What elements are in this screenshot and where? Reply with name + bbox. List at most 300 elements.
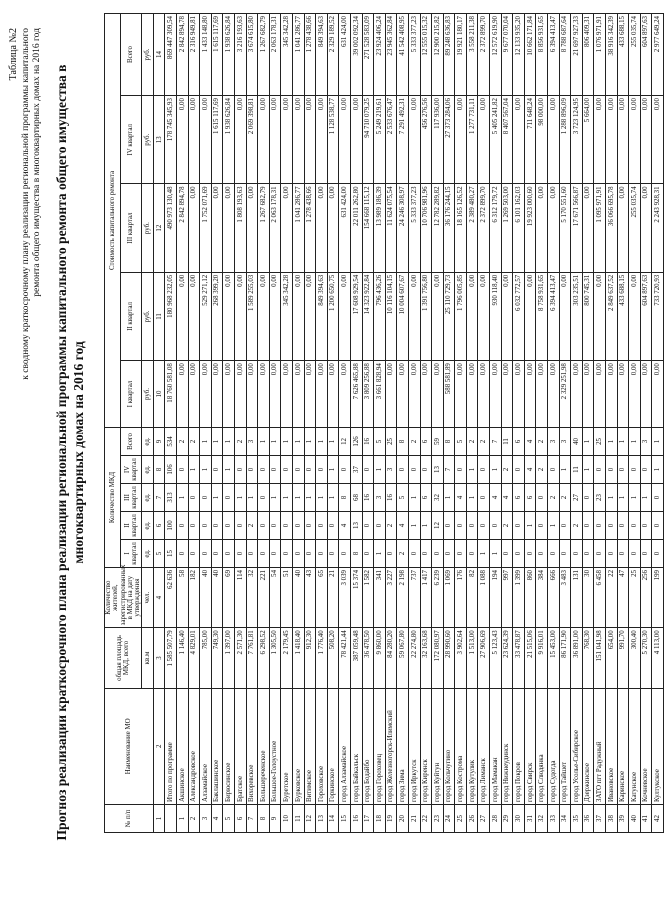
table-cell: 17 608 929,54 — [350, 272, 362, 360]
table-cell: 0 — [235, 455, 247, 483]
table-cell: 36 891,00 — [571, 628, 583, 688]
table-cell: 2 063 178,31 — [269, 184, 281, 272]
table-cell: 1 278 438,66 — [304, 184, 316, 272]
table-cell: 4 — [211, 805, 223, 833]
table-cell: 2 — [501, 455, 513, 483]
table-cell: 1 399 — [513, 567, 525, 627]
column-number: 11 — [153, 272, 165, 360]
table-cell: 151 041,98 — [594, 628, 606, 688]
table-cell: 490 973 130,48 — [165, 184, 177, 272]
table-cell: 22 011 262,80 — [350, 184, 362, 272]
table-cell: 6 — [513, 483, 525, 511]
table-cell: 0,00 — [582, 184, 594, 272]
table-row — [640, 14, 652, 833]
table-cell: 912,30 — [304, 628, 316, 688]
table-cell: 0,00 — [246, 361, 258, 428]
table-cell: 0,00 — [316, 96, 328, 184]
table-cell: 0 — [211, 539, 223, 567]
table-cell: Катунское — [629, 688, 641, 804]
table-cell: 3 227 — [385, 567, 397, 627]
table-cell: город Алзамайское — [339, 688, 351, 804]
table-cell: 0,00 — [501, 272, 513, 360]
table-cell: 6 394 413,47 — [548, 14, 560, 96]
table-cell: 0,00 — [629, 272, 641, 360]
table-cell: 2 — [235, 427, 247, 455]
table-cell: 8 — [339, 483, 351, 511]
table-cell: 256 — [640, 567, 652, 627]
table-row — [362, 14, 374, 833]
table-cell: 37 — [350, 455, 362, 483]
table-cell: 1 582 — [362, 567, 374, 627]
table-cell: 433 688,15 — [617, 272, 629, 360]
table-cell: 0 — [281, 539, 293, 567]
table-cell: 94 710 079,25 — [362, 96, 374, 184]
table-cell: 0 — [188, 511, 200, 539]
table-cell: 5 249 219,61 — [374, 96, 386, 184]
table-cell: 0,00 — [548, 96, 560, 184]
table-cell: 0 — [466, 539, 478, 567]
table-cell: 5 — [374, 427, 386, 455]
table-cell: 0 — [339, 539, 351, 567]
table-row — [350, 14, 362, 833]
table-cell: 0 — [339, 455, 351, 483]
table-cell: 1 433 148,80 — [200, 14, 212, 96]
table-cell: 0,00 — [304, 96, 316, 184]
table-cell: 1 — [559, 455, 571, 483]
table-cell: 32 — [536, 805, 548, 833]
table-cell: 0,00 — [548, 361, 560, 428]
table-cell: 3 — [559, 427, 571, 455]
table-cell: 0,00 — [432, 361, 444, 428]
table-cell: 5 — [397, 483, 409, 511]
table-row — [316, 14, 328, 833]
table-cell: 0,00 — [292, 96, 304, 184]
table-row — [281, 14, 293, 833]
table-cell: 711 648,24 — [524, 96, 536, 184]
table-cell: 0 — [490, 511, 502, 539]
table-cell: 16 — [362, 427, 374, 455]
table-cell: 313 — [165, 483, 177, 511]
table-cell: 23 — [594, 483, 606, 511]
header-count-total: Всего — [120, 427, 141, 455]
table-cell: 16 — [350, 805, 362, 833]
table-cell: 0 — [582, 483, 594, 511]
table-cell: 1 417 — [420, 567, 432, 627]
table-cell: 15 374 — [350, 567, 362, 627]
table-cell: 180 968 232,05 — [165, 272, 177, 360]
table-cell: 1 752 071,69 — [200, 184, 212, 272]
table-cell: 631 424,00 — [339, 14, 351, 96]
table-cell: Братское — [235, 688, 247, 804]
table-cell: 9 — [269, 805, 281, 833]
table-cell: 0,00 — [188, 272, 200, 360]
table-cell: 3 — [200, 805, 212, 833]
total-row — [165, 14, 177, 833]
table-cell: 0,00 — [292, 361, 304, 428]
table-cell: 0,00 — [281, 96, 293, 184]
unit-pcs: ед. — [142, 511, 154, 539]
table-cell: 30 — [582, 567, 594, 627]
table-cell: 0,00 — [408, 272, 420, 360]
table-cell: 14 323 922,84 — [362, 272, 374, 360]
table-cell: 8 407 567,04 — [501, 96, 513, 184]
table-cell: 4 — [524, 427, 536, 455]
table-cell: 20 — [397, 805, 409, 833]
table-cell: 31 — [524, 805, 536, 833]
table-cell: 126 — [350, 427, 362, 455]
column-number: 6 — [153, 511, 165, 539]
table-cell: 0,00 — [478, 272, 490, 360]
table-cell: Ивановское — [606, 688, 618, 804]
table-cell: 268 399,20 — [211, 272, 223, 360]
table-cell: 40 — [200, 567, 212, 627]
table-cell: 7 — [443, 455, 455, 483]
table-cell: 0,00 — [223, 272, 235, 360]
table-cell: 0 — [594, 539, 606, 567]
table-cell: город Иркутск — [408, 688, 420, 804]
table-cell: 40 — [292, 567, 304, 627]
table-cell: 1 277 731,11 — [466, 96, 478, 184]
unit-pcs: ед. — [142, 539, 154, 567]
table-cell: Бирюсинское — [223, 688, 235, 804]
table-cell: 36 066 695,78 — [606, 184, 618, 272]
table-cell: 0,00 — [606, 361, 618, 428]
table-cell: 1 041 286,77 — [292, 14, 304, 96]
table-cell: 0,00 — [466, 361, 478, 428]
table-cell: 22 — [420, 805, 432, 833]
table-cell: 0 — [548, 539, 560, 567]
table-cell: 733 720,93 — [652, 272, 664, 360]
column-number: 3 — [153, 628, 165, 688]
table-row — [559, 14, 571, 833]
table-row — [466, 14, 478, 833]
table-cell: 0 — [397, 455, 409, 483]
table-cell: 2 243 928,31 — [652, 184, 664, 272]
table-cell: 0 — [246, 455, 258, 483]
table-cell: город Нижнеудинск — [501, 688, 513, 804]
header-count-q4: IV квартал — [120, 455, 141, 483]
table-row — [524, 14, 536, 833]
header-count-q2: II квартал — [120, 511, 141, 539]
table-cell: 14 — [327, 805, 339, 833]
table-cell: 0 — [200, 483, 212, 511]
table-cell: 1 — [408, 511, 420, 539]
table-cell: 1 088 — [478, 567, 490, 627]
table-cell: 0 — [652, 483, 664, 511]
table-cell: 0 — [304, 511, 316, 539]
table-cell: 0,00 — [188, 96, 200, 184]
table-cell: 0 — [629, 455, 641, 483]
table-cell: 0 — [513, 539, 525, 567]
table-cell: 7 — [490, 427, 502, 455]
table-cell: Гороховское — [316, 688, 328, 804]
table-cell: 1 076 971,91 — [594, 14, 606, 96]
table-cell: 0 — [617, 539, 629, 567]
table-cell: 2 — [246, 511, 258, 539]
table-cell: 0 — [362, 455, 374, 483]
table-cell: 18 — [374, 805, 386, 833]
table-cell: 0 — [246, 539, 258, 567]
table-cell: 0,00 — [281, 184, 293, 272]
table-cell: 1 — [524, 511, 536, 539]
table-cell: 29 — [501, 805, 513, 833]
table-row — [652, 14, 664, 833]
table-cell: 0 — [536, 483, 548, 511]
table-cell: 23 624,39 — [501, 628, 513, 688]
table-cell: город Кутулик — [466, 688, 478, 804]
table-cell: 12 — [432, 511, 444, 539]
table-cell: 0,00 — [536, 361, 548, 428]
table-row — [571, 14, 583, 833]
table-cell: 1 — [582, 427, 594, 455]
table-cell: 3 039 — [339, 567, 351, 627]
table-cell: 2 — [188, 805, 200, 833]
table-cell: 345 342,28 — [281, 14, 293, 96]
table-cell: 0 — [292, 539, 304, 567]
table-cell: 40 — [571, 427, 583, 455]
table-cell: 0 — [652, 539, 664, 567]
table-cell: 869 447 309,54 — [165, 14, 177, 96]
table-cell — [165, 805, 177, 833]
table-cell: 0,00 — [258, 272, 270, 360]
table-cell: 2 842 894,78 — [177, 184, 189, 272]
table-cell: 33 478,87 — [513, 628, 525, 688]
table-row — [374, 14, 386, 833]
table-cell: 86 171,90 — [559, 628, 571, 688]
table-cell: 1 — [582, 455, 594, 483]
table-cell: город Покров — [513, 688, 525, 804]
table-cell: 2 198 — [397, 567, 409, 627]
table-cell: 0,00 — [350, 96, 362, 184]
table-cell: 27 906,69 — [478, 628, 490, 688]
table-row — [339, 14, 351, 833]
table-cell: 0,00 — [258, 96, 270, 184]
table-cell: 69 — [223, 567, 235, 627]
column-number-row — [153, 14, 165, 833]
table-cell: 0,00 — [408, 96, 420, 184]
table-cell: 0 — [536, 511, 548, 539]
table-cell: 0,00 — [524, 272, 536, 360]
table-row — [513, 14, 525, 833]
table-cell: 4 — [501, 483, 513, 511]
table-cell: 0,00 — [269, 272, 281, 360]
table-cell: 4 — [339, 511, 351, 539]
table-cell: 0,00 — [200, 96, 212, 184]
table-cell: 0,00 — [339, 272, 351, 360]
table-cell: 21 — [327, 567, 339, 627]
table-cell: 1 — [211, 427, 223, 455]
table-cell: 768,30 — [582, 628, 594, 688]
table-cell: 6 239 — [432, 567, 444, 627]
table-cell: 26 — [466, 805, 478, 833]
table-cell: 0 — [478, 455, 490, 483]
table-cell: 15 — [339, 805, 351, 833]
header-name: Наименование МО — [105, 688, 154, 804]
table-cell: 1 615 117,69 — [211, 14, 223, 96]
table-cell: 2 571,30 — [235, 628, 247, 688]
table-cell: город Слюдянка — [536, 688, 548, 804]
table-cell: 0 — [606, 455, 618, 483]
table-cell: 1 269 503,00 — [501, 184, 513, 272]
table-cell: 1 — [640, 483, 652, 511]
table-cell: 0 — [385, 539, 397, 567]
table-cell: 9 677 070,04 — [501, 14, 513, 96]
table-cell: 23 924 406,24 — [374, 14, 386, 96]
table-cell: 785,00 — [200, 628, 212, 688]
table-cell: 0,00 — [223, 184, 235, 272]
table-cell: 991,70 — [617, 628, 629, 688]
table-cell: 42 — [652, 805, 664, 833]
table-cell: 40 — [211, 567, 223, 627]
table-cell: 12 — [339, 427, 351, 455]
table-cell: 6 — [420, 483, 432, 511]
table-cell: 384 — [536, 567, 548, 627]
table-cell: 22 — [606, 567, 618, 627]
table-cell: Акшинское — [177, 688, 189, 804]
table-cell: 0 — [316, 539, 328, 567]
column-number: 4 — [153, 567, 165, 627]
table-cell: 25 110 729,73 — [443, 272, 455, 360]
table-cell: 0 — [269, 455, 281, 483]
table-cell: 0,00 — [513, 96, 525, 184]
table-cell: 1 615 117,69 — [211, 96, 223, 184]
table-cell: 0 — [478, 483, 490, 511]
table-cell: 68 — [350, 483, 362, 511]
table-cell: 0,00 — [339, 96, 351, 184]
table-row — [629, 14, 641, 833]
table-row — [177, 14, 189, 833]
table-row — [292, 14, 304, 833]
column-number: 14 — [153, 14, 165, 96]
table-cell: 24 — [443, 805, 455, 833]
table-cell: 0,00 — [571, 361, 583, 428]
table-cell: 27 — [478, 805, 490, 833]
table-row — [420, 14, 432, 833]
table-cell: 3 — [385, 455, 397, 483]
table-cell: 8 788 687,64 — [559, 14, 571, 96]
table-cell: 3 558 211,38 — [466, 14, 478, 96]
table-cell: 89 248 636,83 — [443, 14, 455, 96]
table-row — [548, 14, 560, 833]
table-cell: 2 849 637,52 — [606, 272, 618, 360]
table-cell: 0 — [188, 539, 200, 567]
table-cell: 2 — [501, 511, 513, 539]
table-cell: 9 916,01 — [536, 628, 548, 688]
table-cell: 41 — [640, 805, 652, 833]
table-cell: 654,00 — [606, 628, 618, 688]
table-cell: 23 — [432, 805, 444, 833]
table-cell: 1 589 255,03 — [246, 272, 258, 360]
table-cell: 0 — [316, 455, 328, 483]
table-cell: 631 424,00 — [339, 184, 351, 272]
column-number: 12 — [153, 184, 165, 272]
column-number: 2 — [153, 688, 165, 804]
table-cell: 33 — [548, 805, 560, 833]
table-cell: 1 — [269, 427, 281, 455]
table-cell: 172 080,97 — [432, 628, 444, 688]
table-cell: 4 — [455, 483, 467, 511]
table-cell: 0 — [629, 511, 641, 539]
table-cell: 37 — [594, 805, 606, 833]
table-cell: 3 — [246, 427, 258, 455]
table-cell: 1 391 756,80 — [420, 272, 432, 360]
table-cell: 2 533 676,47 — [385, 96, 397, 184]
table-cell: 255 035,74 — [629, 14, 641, 96]
table-row — [188, 14, 200, 833]
table-cell: 2 — [385, 511, 397, 539]
table-row — [582, 14, 594, 833]
table-cell: 806 409,31 — [582, 14, 594, 96]
table-cell: 12 — [304, 805, 316, 833]
table-cell: 7 — [246, 805, 258, 833]
table-cell: 0 — [223, 539, 235, 567]
table-cell: 1 — [629, 483, 641, 511]
table-cell: 1 267 682,79 — [258, 14, 270, 96]
table-cell: 15 — [165, 539, 177, 567]
table-cell: 1 — [246, 483, 258, 511]
table-cell: 0 — [304, 539, 316, 567]
table-row — [246, 14, 258, 833]
table-cell: 114 — [235, 567, 247, 627]
table-cell: 4 113,00 — [652, 628, 664, 688]
table-cell: Витимское — [304, 688, 316, 804]
table-cell: 22 274,80 — [408, 628, 420, 688]
table-cell: 0,00 — [316, 184, 328, 272]
table-cell: 36 176 244,15 — [443, 184, 455, 272]
table-cell: 1 — [177, 483, 189, 511]
table-cell: 1 — [327, 455, 339, 483]
appendix-note — [8, 28, 44, 388]
table-cell: 43 — [304, 567, 316, 627]
table-cell: 41 542 408,95 — [397, 14, 409, 96]
column-number: 5 — [153, 539, 165, 567]
table-cell: 860 — [524, 567, 536, 627]
table-cell: город Кольчугино — [443, 688, 455, 804]
table-cell: 0,00 — [211, 361, 223, 428]
table-cell: 11 624 075,54 — [385, 184, 397, 272]
table-cell: 13 — [432, 455, 444, 483]
table-cell: 0,00 — [397, 361, 409, 428]
table-cell: 178 745 345,93 — [165, 96, 177, 184]
table-cell: 4 — [524, 455, 536, 483]
table-cell: 27 373 284,06 — [443, 96, 455, 184]
unit-pcs: ед. — [142, 483, 154, 511]
table-cell: Большереченское — [258, 688, 270, 804]
table-row — [200, 14, 212, 833]
table-row — [223, 14, 235, 833]
table-cell: 0 — [258, 483, 270, 511]
table-cell: 0 — [455, 539, 467, 567]
table-cell: 2 — [536, 427, 548, 455]
table-cell: 5 333 377,23 — [408, 14, 420, 96]
table-cell: 1 — [327, 483, 339, 511]
table-cell: 7 761,81 — [246, 628, 258, 688]
table-cell: 0,00 — [617, 96, 629, 184]
table-cell: 0,00 — [629, 96, 641, 184]
table-cell: 7 626 465,88 — [350, 361, 362, 428]
table-cell: 78 421,44 — [339, 628, 351, 688]
table-cell: 0 — [258, 539, 270, 567]
table-cell: 2 316 949,81 — [188, 14, 200, 96]
table-cell: 10 116 104,15 — [385, 272, 397, 360]
table-cell: 0 — [408, 539, 420, 567]
table-cell: 255 035,74 — [629, 184, 641, 272]
table-cell: Кочневское — [640, 688, 652, 804]
table-cell: 3 723 124,95 — [571, 96, 583, 184]
table-cell: 2 179,45 — [281, 628, 293, 688]
table-cell: 0,00 — [594, 272, 606, 360]
table-cell: 1 278 438,66 — [304, 14, 316, 96]
